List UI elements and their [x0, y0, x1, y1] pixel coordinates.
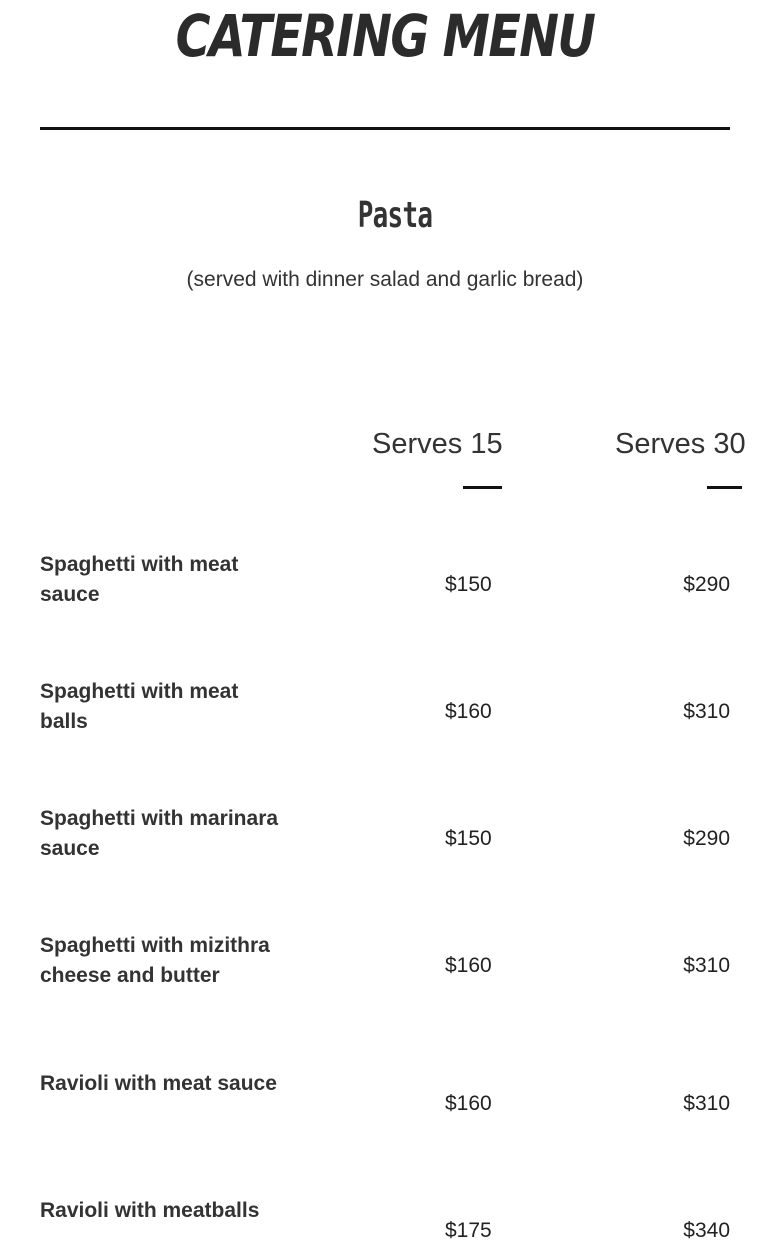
price-serves-30: $310: [683, 954, 730, 977]
price-serves-30: $310: [683, 700, 730, 723]
menu-item-name: Spaghetti with meat sauce: [40, 553, 239, 606]
menu-item-name: Spaghetti with mizithra cheese and butter: [40, 934, 270, 987]
menu-title: CATERING MENU: [175, 2, 595, 70]
price-serves-15: $150: [445, 827, 492, 850]
price-serves-15: $150: [445, 573, 492, 596]
price-serves-15: $160: [445, 1092, 492, 1115]
price-serves-30: $290: [683, 827, 730, 850]
column-divider-serves-15: [463, 486, 502, 489]
price-serves-15: $160: [445, 700, 492, 723]
section-note: (served with dinner salad and garlic bread): [186, 268, 584, 291]
menu-item-name: Ravioli with meat sauce: [40, 1072, 277, 1095]
menu-item-name: Ravioli with meatballs: [40, 1199, 260, 1222]
title-divider: [40, 127, 730, 130]
column-header-serves-30: Serves 30: [615, 428, 746, 460]
price-serves-15: $160: [445, 954, 492, 977]
price-serves-30: $290: [683, 573, 730, 596]
column-header-serves-15: Serves 15: [372, 428, 503, 460]
price-serves-15: $175: [445, 1219, 492, 1242]
price-serves-30: $340: [683, 1219, 730, 1242]
menu-item-name: Spaghetti with meat balls: [40, 680, 239, 733]
section-title: Pasta: [357, 195, 433, 236]
price-serves-30: $310: [683, 1092, 730, 1115]
menu-item-name: Spaghetti with marinara sauce: [40, 807, 279, 860]
column-divider-serves-30: [707, 486, 742, 489]
